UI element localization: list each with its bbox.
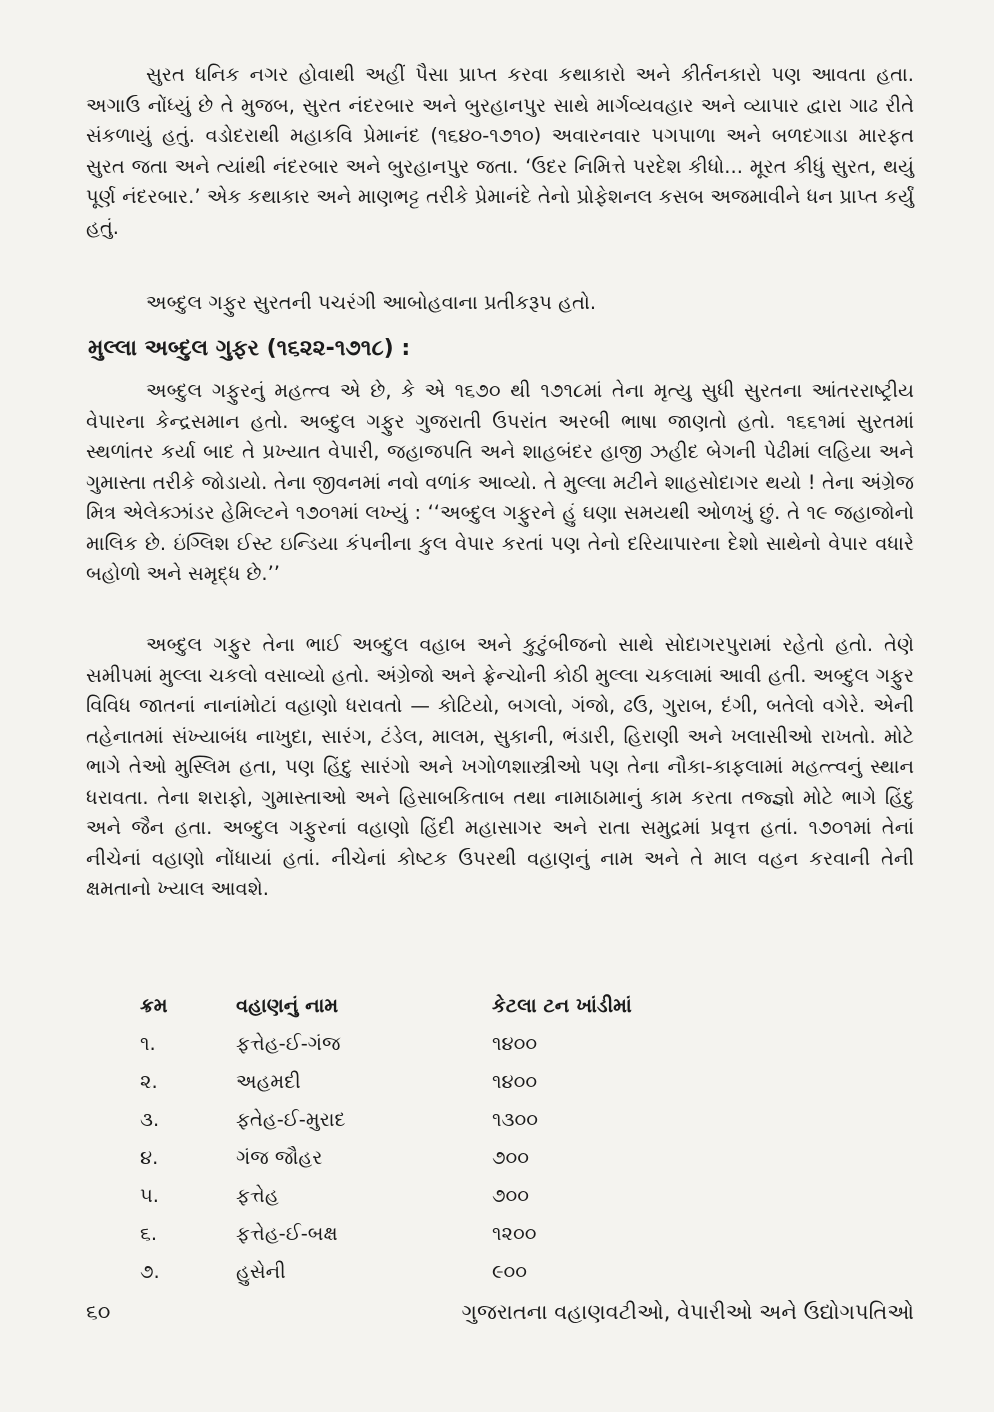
row-ship-name: ફત્તેહ-ઈ-બક્ષ (236, 1221, 338, 1245)
row-tonnage: ૧૪૦૦ (492, 1069, 538, 1093)
ships-table (140, 986, 752, 1290)
row-ship-name: ફત્તેહ (236, 1183, 279, 1207)
table-row (140, 1062, 752, 1100)
paragraph-abdul-gafur-importance: અબ્દુલ ગફુરનું મહત્ત્વ એ છે, કે એ ૧૬૭૦ થી ૧૭૧૮માં તેના મૃત્યુ સુધી સુરતના આંતરરાષ્ટ્રીય વેપારના કેન્દ્રસમાન હતો. અબ્દુલ ગફુર ગુજરાતી ઉપરાંત અરબી ભાષા જાણતો હતો. ૧૬૬૧માં સુરતમાં સ્થળાંતર કર્યા બાદ તે પ્રખ્યાત વેપારી, જહાજપતિ અને શાહબંદર હાજી ઝહીદ બેગની પેઢીમાં લહિયા અને ગુમાસ્તા તરીકે જોડાયો. તેના જીવનમાં નવો વળાંક આવ્યો. તે મુલ્લા મટીને શાહસોદાગર થયો ! તેના અંગ્રેજ મિત્ર એલેક્ઝાંડર હેમિલ્ટને ૧૭૦૧માં લખ્યું : ‘‘અબ્દુલ ગફુરને હું ઘણા સમયથી ઓળખું છું. તે ૧૯ જહાજોનો માલિક છે. ઇંગ્લિશ ઈસ્ટ ઇન્ડિયા કંપનીના કુલ વેપાર કરતાં પણ તેનો દરિયાપારના દેશો સાથેનો વેપાર વધારે બહોળો અને સમૃદ્ધ છે.’’ (86, 379, 914, 585)
row-serial: ૪. (140, 1145, 159, 1169)
paragraph-surat-kathakars: સુરત ધનિક નગર હોવાથી અહીં પૈસા પ્રાપ્ત કરવા કથાકારો અને કીર્તનકારો પણ આવતા હતા. અગાઉ નોંધ્યું છે તે મુજબ, સુરત નંદરબાર અને બુરહાનપુર સાથે માર્ગવ્યવહાર અને વ્યાપાર દ્વારા ગાઢ રીતે સંકળાયું હતું. વડોદરાથી મહાકવિ પ્રેમાનંદ (૧૬૪૦-૧૭૧૦) અવારનવાર પગપાળા અને બળદગાડા મારફત સુરત જતા અને ત્યાંથી નંદરબાર અને બુરહાનપુર જતા. ‘ઉદર નિમિત્તે પરદેશ કીધો... મૂરત કીધું સુરત, થયું પૂર્ણ નંદરબાર.’ એક કથાકાર અને માણભટ્ટ તરીકે પ્રેમાનંદે તેનો પ્રોફેશનલ કસબ અજમાવીને ધન પ્રાપ્ત કર્યું હતું. (86, 63, 914, 239)
row-serial: ૧. (140, 1031, 156, 1055)
row-ship-name: ગંજ જૌહર (236, 1145, 323, 1169)
table-row (140, 1138, 752, 1176)
row-serial: ૭. (140, 1259, 160, 1283)
row-ship-name: ફત્તેહ-ઈ-ગંજ (236, 1031, 341, 1055)
row-tonnage: ૧૨૦૦ (492, 1221, 537, 1245)
row-tonnage: ૧૩૦૦ (492, 1107, 539, 1131)
row-tonnage: ૭૦૦ (492, 1183, 530, 1207)
header-tonnage: કેટલા ટન ખાંડીમાં (492, 993, 632, 1017)
book-title: ગુજરાતના વહાણવટીઓ, વેપારીઓ અને ઉદ્યોગપતિઓ (461, 1300, 914, 1324)
page-number: ૬૦ (86, 1300, 111, 1324)
row-ship-name: હુસેની (236, 1259, 286, 1283)
table-header-row (140, 986, 752, 1024)
row-ship-name: અહમદી (236, 1069, 301, 1093)
table-row (140, 1024, 752, 1062)
paragraph-abdul-gafur-fleet: અબ્દુલ ગફુર તેના ભાઈ અબ્દુલ વહાબ અને કુટુંબીજનો સાથે સોદાગરપુરામાં રહેતો હતો. તેણે સમીપમાં મુલ્લા ચકલો વસાવ્યો હતો. અંગ્રેજો અને ફ્રેન્ચોની કોઠી મુલ્લા ચકલામાં આવી હતી. અબ્દુલ ગફુર વિવિધ જાતનાં નાનાંમોટાં વહાણો ધરાવતો — કોટિયો, બગલો, ગંજો, ઢઉ, ગુરાબ, દંગી, બતેલો વગેરે. એની તહેનાતમાં સંખ્યાબંધ નાખુદા, સારંગ, ટંડેલ, માલમ, સુકાની, ભંડારી, હિરાણી અને ખલાસીઓ રાખતો. મોટે ભાગે તેઓ મુસ્લિમ હતા, પણ હિંદુ સારંગો અને ખગોળશાસ્ત્રીઓ પણ તેના નૌકા-કાફલામાં મહત્ત્વનું સ્થાન ધરાવતા. તેના શરાફો, ગુમાસ્તાઓ અને હિસાબકિતાબ તથા નામાઠામાનું કામ કરતા તજ્જ્ઞો મોટે ભાગે હિંદુ અને જૈન હતા. અબ્દુલ ગફુરનાં વહાણો હિંદી મહાસાગર અને રાતા સમુદ્રમાં પ્રવૃત્ત હતાં. ૧૭૦૧માં તેનાં નીચેનાં વહાણો નોંધાયાં હતાં. નીચેનાં કોષ્ટક ઉપરથી વહાણનું નામ અને તે માલ વહન કરવાની તેની ક્ષમતાનો ખ્યાલ આવશે. (86, 633, 914, 900)
row-ship-name: ફતેહ-ઈ-મુરાદ (236, 1107, 346, 1131)
paragraph-abdul-gafur-intro: અબ્દુલ ગફુર સુરતની પચરંગી આબોહવાના પ્રતીકરૂપ હતો. (146, 291, 597, 314)
row-tonnage: ૯૦૦ (492, 1259, 528, 1283)
section-heading: મુલ્લા અબ્દુલ ગુફર (૧૬૨૨-૧૭૧૮) : (88, 336, 411, 361)
table-row (140, 1252, 752, 1290)
header-ship-name: વહાણનું નામ (236, 993, 339, 1017)
row-serial: ૨. (140, 1069, 158, 1093)
table-row (140, 1176, 752, 1214)
row-serial: ૬. (140, 1221, 158, 1245)
row-serial: ૫. (140, 1183, 160, 1207)
header-serial: ક્રમ (140, 993, 168, 1017)
table-row (140, 1100, 752, 1138)
row-tonnage: ૧૪૦૦ (492, 1031, 538, 1055)
row-serial: ૩. (140, 1107, 160, 1131)
table-row (140, 1214, 752, 1252)
row-tonnage: ૭૦૦ (492, 1145, 530, 1169)
